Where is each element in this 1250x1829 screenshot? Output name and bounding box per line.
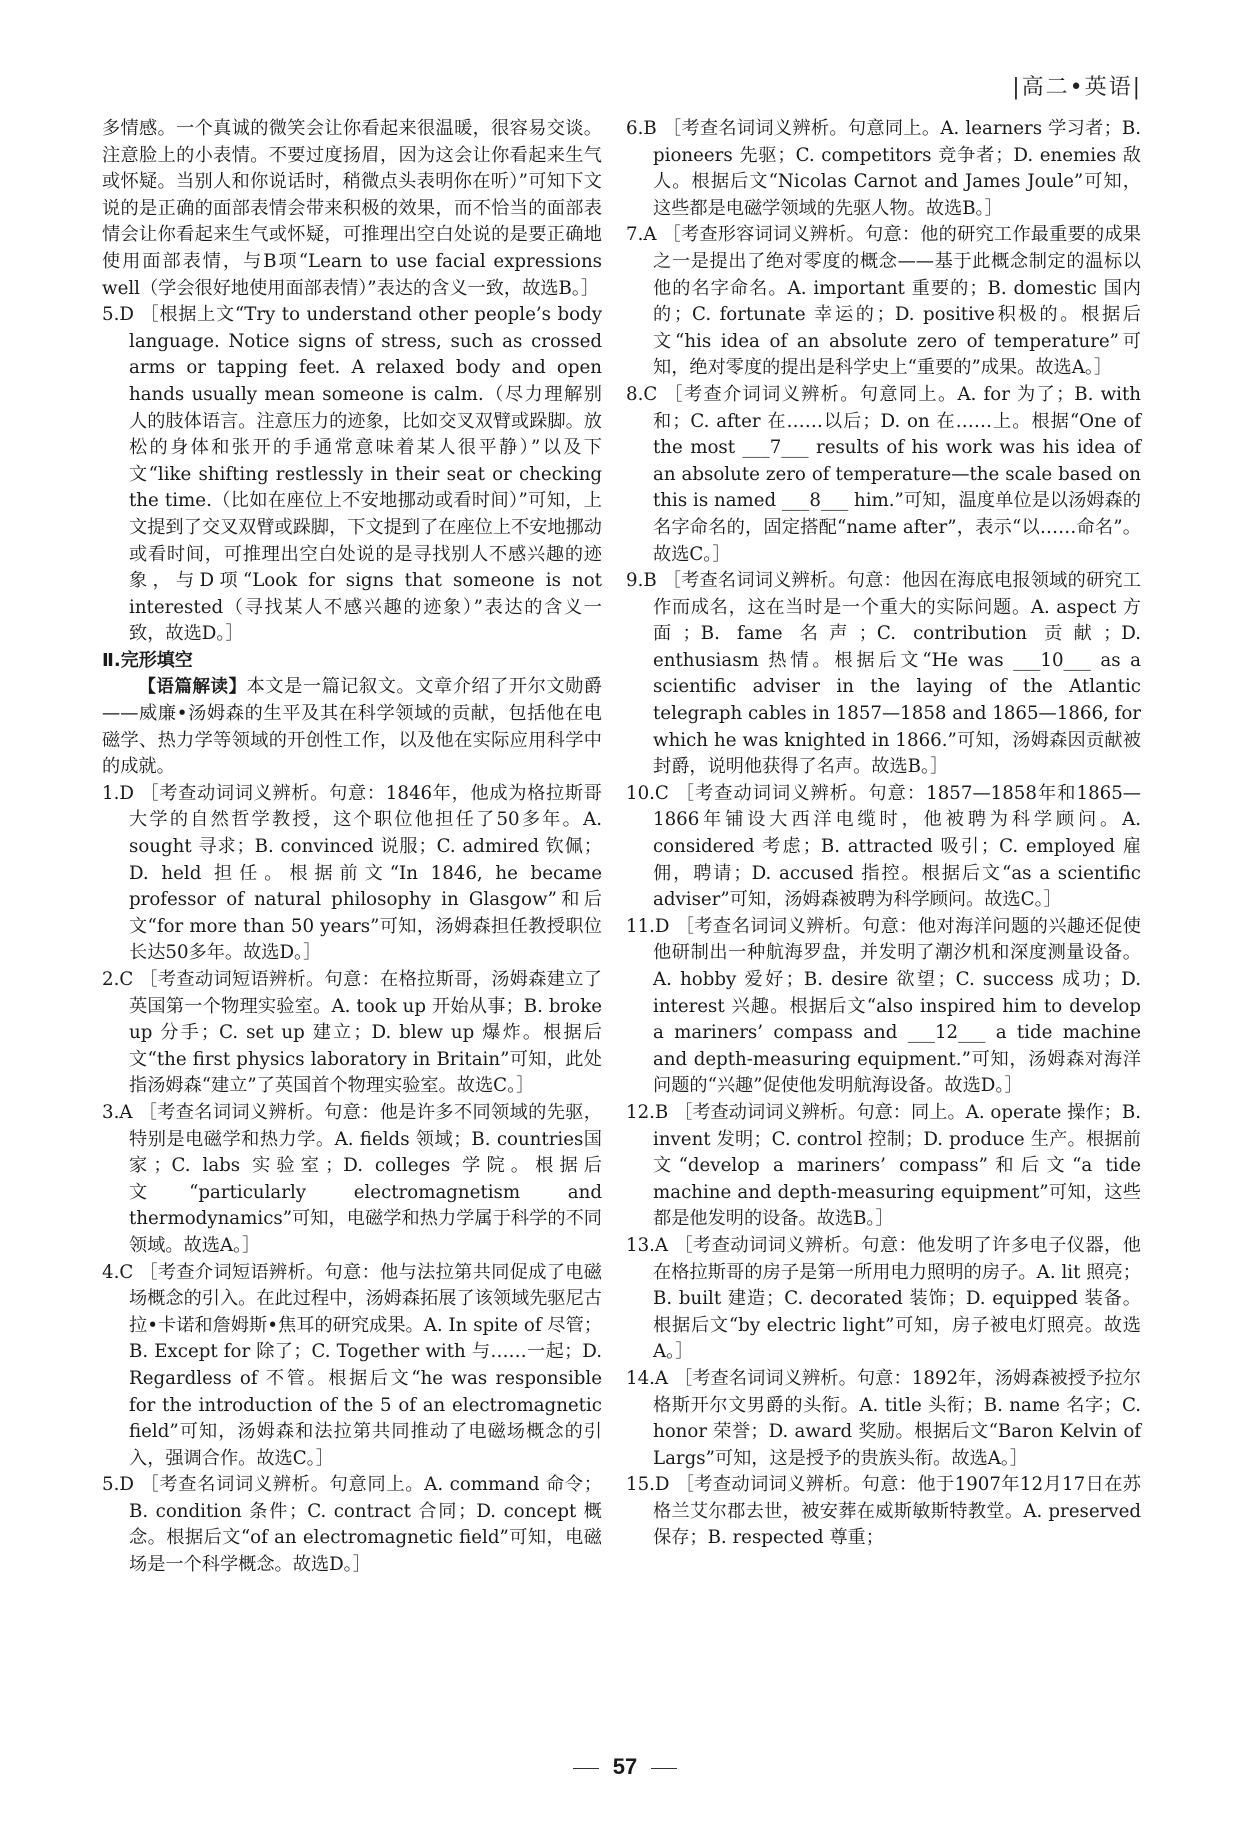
answer-14: 14.A ［考查名词词义辨析。句意：1892年，汤姆森被授予拉尔格斯开尔文男爵的头衔。A. title 头衔；B. name 名字；C. honor 荣誉；D. award 奖励。根据后文“Baron Kelvin of Largs”可知，这是授予的贵族头衔。故选A。］ <box>626 1367 1141 1469</box>
right-column <box>626 116 1141 1552</box>
answer-8: 8.C ［考查介词词义辨析。句意同上。A. for 为了；B. with 和；C. after 在……以后；D. on 在……上。根据“One of the most ___7___ results of his work was his idea of an absolute zero of temperature—the scale based on this is named ___8___ him.”可知，温度单位是以汤姆森的名字命名的，固定搭配“name after”，表示“以……命名”。故选C。］ <box>626 383 1141 565</box>
answer-5-reading: 5.D ［根据上文“Try to understand other people’s body language. Notice signs of stress, such as crossed arms or tapping feet. A relaxed body and open hands usually mean someone is calm.（尽力理解别人的肢体语言。注意压力的迹象，比如交叉双臂或跺脚。放松的身体和张开的手通常意味着某人很平静）”以及下文“like shifting restlessly in their seat or checking the time.（比如在座位上不安地挪动或看时间）”可知，上文提到了交叉双臂或跺脚，下文提到了在座位上不安地挪动或看时间，可推理出空白处说的是寻找别人不感兴趣的迹象，与D项“Look for signs that someone is not interested（寻找某人不感兴趣的迹象）”表达的含义一致，故选D。］ <box>102 304 602 645</box>
answer-4: 4.C ［考查介词短语辨析。句意：他与法拉第共同促成了电磁场概念的引入。在此过程中，汤姆森拓展了该领域先驱尼古拉•卡诺和詹姆斯•焦耳的研究成果。A. In spite of 尽管；B. Except for 除了；C. Together with 与……一起；D. Regardless of 不管。根据后文“he was responsible for the introduction of the 5 of an electromagnetic field”可知，汤姆森和法拉第共同推动了电磁场概念的引入，强调合作。故选C。］ <box>102 1261 602 1469</box>
answer-12: 12.B ［考查动词词义辨析。句意：同上。A. operate 操作；B. invent 发明；C. control 控制；D. produce 生产。根据前文“develop a mariners’ compass”和后文“a tide machine and depth-measuring equipment”可知，这些都是他发明的设备。故选B。］ <box>626 1101 1141 1230</box>
page-footer <box>0 1754 1250 1780</box>
answer-2: 2.C ［考查动词短语辨析。句意：在格拉斯哥，汤姆森建立了英国第一个物理实验室。A. took up 开始从事；B. broke up 分手；C. set up 建立；D. blew up 爆炸。根据后文“the first physics laboratory in Britain”可知，此处指汤姆森“建立”了英国首个物理实验室。故选C。］ <box>102 969 602 1097</box>
answer-6: 6.B ［考查名词词义辨析。句意同上。A. learners 学习者；B. pioneers 先驱；C. competitors 竞争者；D. enemies 敌人。根据后文“Nicolas Carnot and James Joule”可知，这些都是电磁学领域的先驱人物。故选B。］ <box>626 118 1141 219</box>
answer-1: 1.D ［考查动词词义辨析。句意：1846年，他成为格拉斯哥大学的自然哲学教授，这个职位他担任了50多年。A. sought 寻求；B. convinced 说服；C. admired 钦佩；D. held 担任。根据前文“In 1846, he became professor of natural philosophy in Glasgow”和后文“for more than 50 years”可知，汤姆森担任教授职位长达50多年。故选D。］ <box>102 782 602 964</box>
answer-9: 9.B ［考查名词词义辨析。句意：他因在海底电报领域的研究工作而成名，这在当时是一个重大的实际问题。A. aspect 方面；B. fame 名声；C. contribution 贡献；D. enthusiasm 热情。根据后文“He was ___10___ as a scientific adviser in the laying of the Atlantic telegraph cables in 1857—1858 and 1865—1866, for which he was knighted in 1866.”可知，汤姆森因贡献被封爵，说明他获得了名声。故选B。］ <box>626 570 1141 778</box>
answer-5: 5.D ［考查名词词义辨析。句意同上。A. command 命令；B. condition 条件；C. contract 合同；D. concept 概念。根据后文“of an electromagnetic field”可知，电磁场是一个科学概念。故选D。］ <box>102 1474 602 1576</box>
answer-7: 7.A ［考查形容词词义辨析。句意：他的研究工作最重要的成果之一是提出了绝对零度的概念——基于此概念制定的温标以他的名字命名。A. important 重要的；B. domestic 国内的；C. fortunate 幸运的；D. positive积极的。根据后文“his idea of an absolute zero of temperature”可知，绝对零度的提出是科学史上“重要的”成果。故选A。］ <box>626 224 1141 379</box>
page-number: 57 <box>612 1754 638 1779</box>
section-title: Ⅱ.完形填空 <box>102 649 193 671</box>
answer-13: 13.A ［考查动词词义辨析。句意：他发明了许多电子仪器，他在格拉斯哥的房子是第一所用电力照明的房子。A. lit 照亮；B. built 建造；C. decorated 装饰；D. equipped 装备。根据后文“by electric light”可知，房子被电灯照亮。故选A。］ <box>626 1234 1141 1363</box>
answer-15: 15.D ［考查动词词义辨析。句意：他于1907年12月17日在苏格兰艾尔郡去世，被安葬在威斯敏斯特教堂。A. preserved 保存；B. respected 尊重； <box>626 1474 1141 1549</box>
answer-10: 10.C ［考查动词词义辨析。句意：1857—1858年和1865—1866年铺设大西洋电缆时，他被聘为科学顾问。A. considered 考虑；B. attracted 吸引；C. employed 雇佣，聘请；D. accused 指控。根据后文“as a scientific adviser”可知，汤姆森被聘为科学顾问。故选C。］ <box>626 782 1141 911</box>
intro-text: 本文是一篇记叙文。文章介绍了开尔文勋爵——威廉•汤姆森的生平及其在科学领域的贡献，包括他在电磁学、热力学等领域的开创性工作，以及他在实际应用科学中的成就。 <box>102 676 602 778</box>
answer-11: 11.D ［考查名词词义辨析。句意：他对海洋问题的兴趣还促使他研制出一种航海罗盘，并发明了潮汐机和深度测量设备。A. hobby 爱好；B. desire 欲望；C. success 成功；D. interest 兴趣。根据后文“also inspired him to develop a mariners’ compass and ___12___ a tide machine and depth-measuring equipment.”可知，汤姆森对海洋问题的“兴趣”促使他发明航海设备。故选D。］ <box>626 915 1141 1097</box>
answer-3: 3.A ［考查名词词义辨析。句意：他是许多不同领域的先驱，特别是电磁学和热力学。A. fields 领域；B. countries国家；C. labs 实验室；D. colleges 学院。根据后文“particularly electromagnetism and thermodynamics”可知，电磁学和热力学属于科学的不同领域。故选A。］ <box>102 1101 602 1256</box>
passage-intro <box>102 674 602 780</box>
intro-label: 【语篇解读】 <box>138 677 247 698</box>
footer-dash-left <box>573 1768 599 1769</box>
footer-dash-right <box>651 1768 677 1769</box>
answer-continuation: 多情感。一个真诚的微笑会让你看起来很温暖，很容易交谈。注意脸上的小表情。不要过度扬眉，因为这会让你看起来生气或怀疑。当别人和你说话时，稍微点头表明你在听）”可知下文说的是正确的面部表情会带来积极的效果，而不恰当的面部表情会让你看起来生气或怀疑，可推理出空白处说的是要正确地使用面部表情，与B项“Learn to use facial expressions well（学会很好地使用面部表情）”表达的含义一致，故选B。］ <box>102 118 602 299</box>
page-header: |高二•英语| <box>1012 75 1142 100</box>
left-column <box>102 116 602 1579</box>
